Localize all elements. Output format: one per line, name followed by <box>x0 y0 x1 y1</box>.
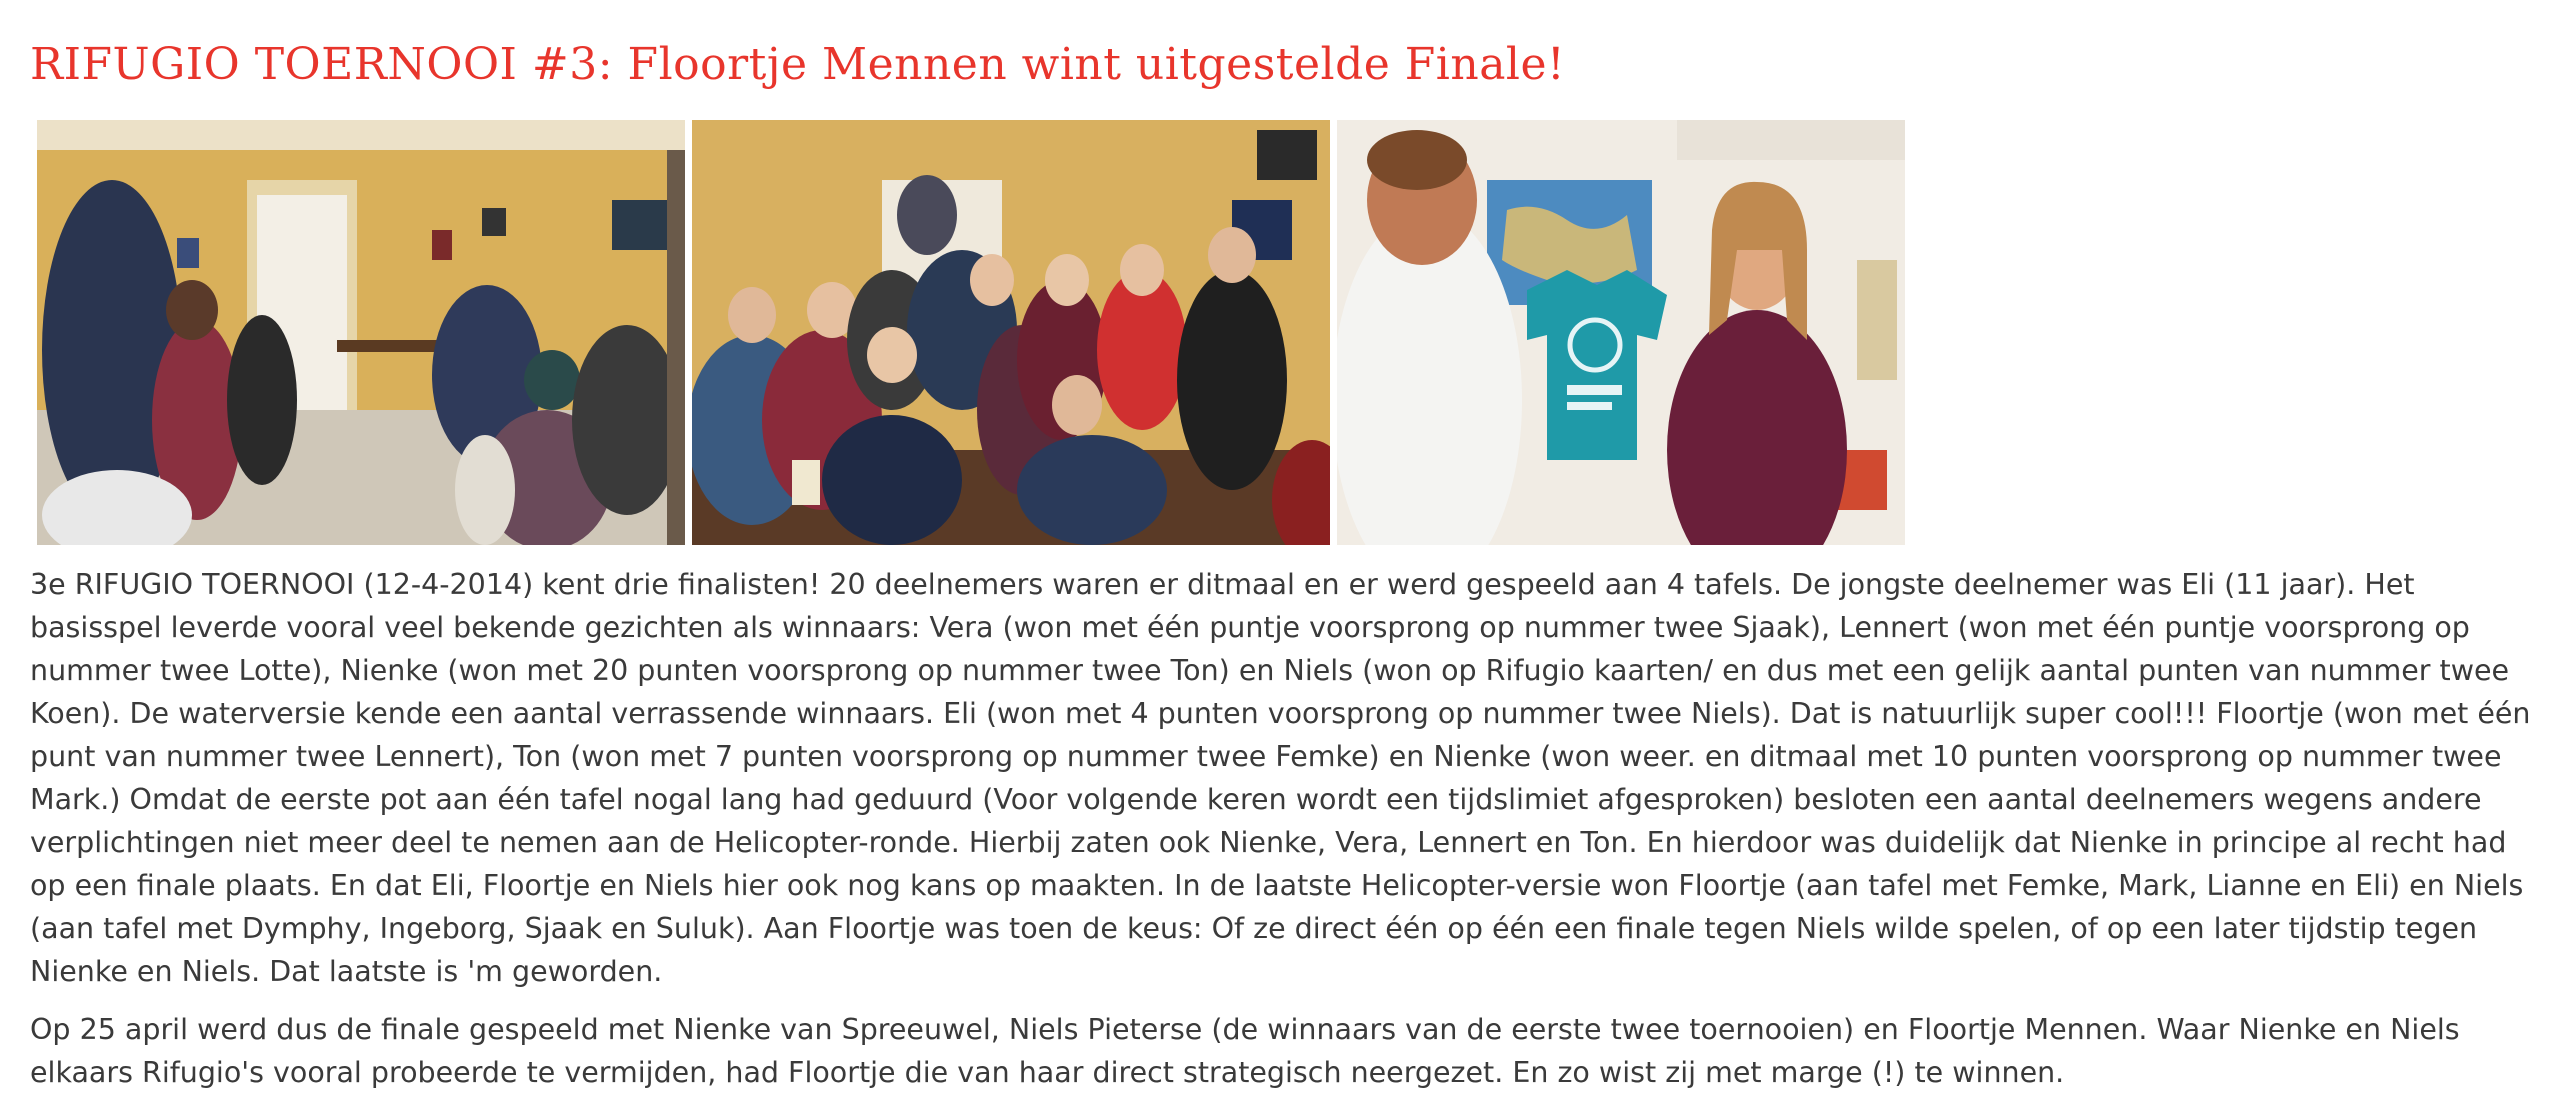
photo-group-image <box>692 120 1330 545</box>
photo-shirt-presentation-image <box>1337 120 1905 545</box>
article-paragraph-1: 3e RIFUGIO TOERNOOI (12-4-2014) kent drie finalisten! 20 deelnemers waren er ditmaal en er werd gespeeld aan 4 tafels. De jongste deelnemer was Eli (11 jaar). Het basisspel leverde vooral veel bekende gezichten als winnaars: Vera (won met één puntje voorsprong op nummer twee Sjaak), Lennert (won met één puntje voorsprong op nummer twee Lotte), Nienke (won met 20 punten voorsprong op nummer twee Ton) en Niels (won op Rifugio kaarten/ en dus met een gelijk aantal punten van nummer twee Koen). De waterversie kende een aantal verrassende winnaars. Eli (won met 4 punten voorsprong op nummer twee Niels). Dat is natuurlijk super cool!!! Floortje (won met één punt van nummer twee Lennert), Ton (won met 7 punten voorsprong op nummer twee Femke) en Nienke (won weer. en ditmaal met 10 punten voorsprong op nummer twee Mark.) Omdat de eerste pot aan één tafel nogal lang had geduurd (Voor volgende keren wordt een tijdslimiet afgesproken) besloten een aantal deelnemers wegens andere verplichtingen niet meer deel te nemen aan de Helicopter-ronde. Hierbij zaten ook Nienke, Vera, Lennert en Ton. En hierdoor was duidelijk dat Nienke in principe al recht had op een finale plaats. En dat Eli, Floortje en Niels hier ook nog kans op maakten. In de laatste Helicopter-versie won Floortje (aan tafel met Femke, Mark, Lianne en Eli) en Niels (aan tafel met Dymphy, Ingeborg, Sjaak en Suluk). Aan Floortje was toen de keus: Of ze direct één op één een finale tegen Niels wilde spelen, of op een later tijdstip tegen Nienke en Niels. Dat laatste is 'm geworden. <box>30 568 2531 988</box>
photo-cafe-interior[interactable] <box>37 120 685 545</box>
photo-shirt-presentation[interactable] <box>1337 120 1905 545</box>
article-paragraph-2: Op 25 april werd dus de finale gespeeld met Nienke van Spreeuwel, Niels Pieterse (de winnaars van de eerste twee toernooien) en Floortje Mennen. Waar Nienke en Niels elkaars Rifugio's vooral probeerde te vermijden, had Floortje die van haar direct strategisch neergezet. En zo wist zij met marge (!) te winnen. <box>30 1013 2460 1089</box>
photo-cafe-interior-image <box>37 120 685 545</box>
photo-gallery <box>37 120 1905 545</box>
article-body <box>30 563 2542 1109</box>
photo-group[interactable] <box>692 120 1330 545</box>
post-title: RIFUGIO TOERNOOI #3: Floortje Mennen wint uitgestelde Finale! <box>30 39 1566 90</box>
